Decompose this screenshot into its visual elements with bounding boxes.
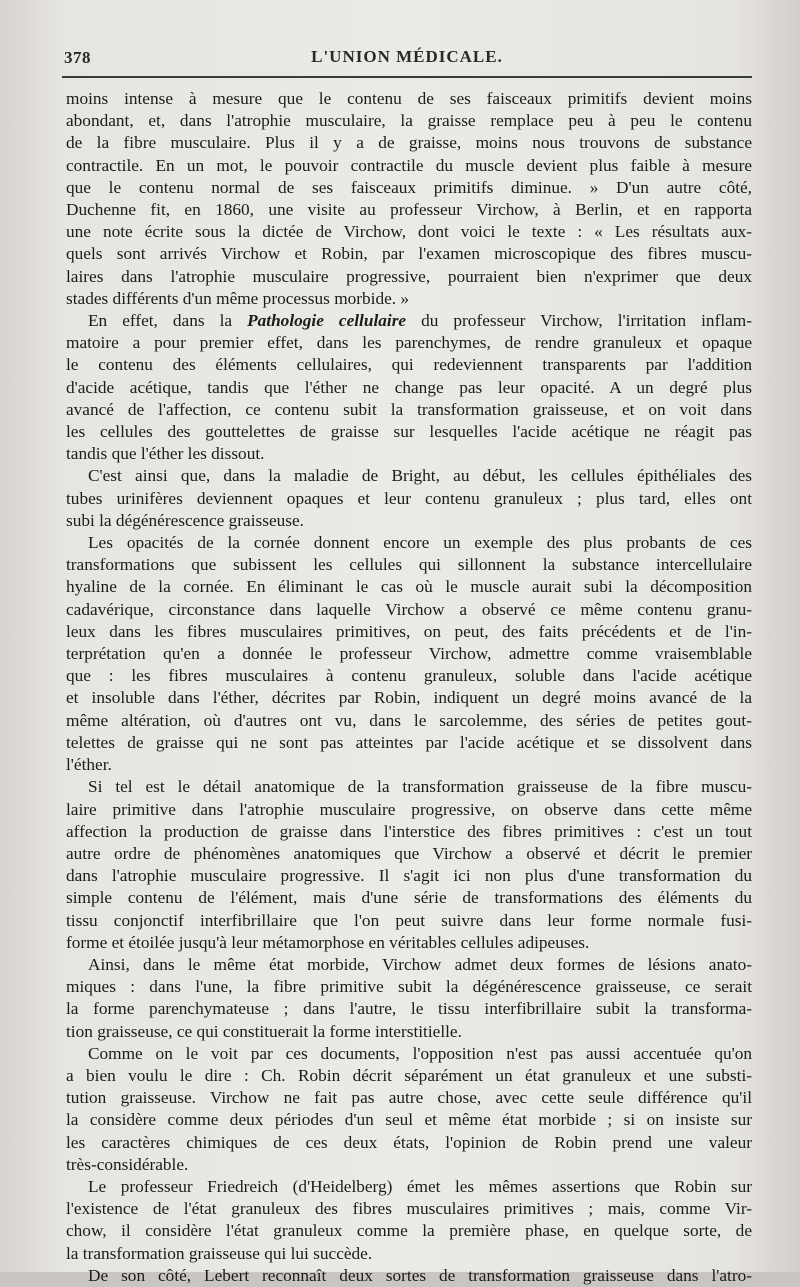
running-head xyxy=(62,44,752,72)
text-line: d'acide acétique, tandis que l'éther ne change pas leur opacité. A un degré plus xyxy=(66,377,752,397)
text-line: C'est ainsi que, dans la maladie de Bright, au début, les cellules épithéliales des xyxy=(88,466,752,486)
page-number: 378 xyxy=(64,48,91,67)
text-line: cadavérique, circonstance dans laquelle Virchow a observé ce même contenu granu- xyxy=(66,599,752,619)
header-rule xyxy=(62,76,752,78)
text-line: autre ordre de phénomènes anatomiques que Virchow a observé et décrit le premier xyxy=(66,843,752,863)
text-line: a bien voulu le dire : Ch. Robin décrit séparément un état granuleux et une substi- xyxy=(66,1065,752,1085)
text-line: que le contenu normal de ses faisceaux primitifs diminue. » D'un autre côté, xyxy=(66,177,752,197)
text-line: l'existence de l'état granuleux des fibres musculaires primitives ; mais, comme Vir- xyxy=(66,1199,752,1219)
text-line: telettes de graisse qui ne sont pas atteintes par l'acide acétique et se dissolvent dans xyxy=(66,732,752,752)
text-line: miques : dans l'une, la fibre primitive subit la dégénérescence graisseuse, ce serait xyxy=(66,977,752,997)
text-line: tubes urinifères deviennent opaques et leur contenu granuleux ; plus tard, elles ont xyxy=(66,488,752,508)
text-line: Si tel est le détail anatomique de la transformation graisseuse de la fibre muscu- xyxy=(88,777,752,797)
text-line: tissu conjonctif interfibrillaire que l'on peut suivre dans leur forme normale fusi- xyxy=(66,910,752,930)
text-line: très-considérable. xyxy=(66,1154,189,1174)
text-line: Le professeur Friedreich (d'Heidelberg) émet les mêmes assertions que Robin sur xyxy=(88,1176,752,1196)
text-line: chow, il considère l'état granuleux comme la première phase, en quelque sorte, de xyxy=(66,1221,752,1241)
text-line: une note écrite sous la dictée de Virchow, dont voici le texte : « Les résultats aux- xyxy=(66,222,752,242)
text-line: et insoluble dans l'éther, décrites par Robin, indiquent un degré moins avancé de la xyxy=(66,688,752,708)
text-line: quels sont arrivés Virchow et Robin, par l'examen microscopique des fibres muscu- xyxy=(66,244,752,264)
text-line: tution graisseuse. Virchow ne fait pas autre chose, avec cette seule différence qu'il xyxy=(66,1088,752,1108)
text-line: Duchenne fit, en 1860, une visite au professeur Virchow, à Berlin, et en rapporta xyxy=(66,200,752,220)
text-line: les cellules des gouttelettes de graisse sur lesquelles l'acide acétique ne réagit pas xyxy=(66,422,752,442)
text-line: avancé de l'affection, ce contenu subit la transformation graisseuse, et on voit dans xyxy=(66,399,752,419)
text-line: contractile. En un mot, le pouvoir contractile du muscle devient plus faible à mesure xyxy=(66,155,752,175)
text-line: la considère comme deux périodes d'un seul et même état morbide ; si on insiste sur xyxy=(66,1110,752,1130)
text-line: même altération, où d'autres ont vu, dans le sarcolemme, des séries de petites gout- xyxy=(66,710,752,730)
text-line: tion graisseuse, ce qui constituerait la forme interstitielle. xyxy=(66,1021,462,1041)
text-line: De son côté, Lebert reconnaît deux sortes de transformation graisseuse dans l'atro- xyxy=(88,1265,752,1285)
text-line: Comme on le voit par ces documents, l'opposition n'est pas aussi accentuée qu'on xyxy=(88,1043,752,1063)
text-line: leux dans les fibres musculaires primitives, on peut, des faits précédents et de l'in- xyxy=(66,621,752,641)
text-line xyxy=(66,310,752,332)
text-segment: du professeur Virchow, l'irritation inflam- xyxy=(406,311,752,331)
text-line: le contenu des éléments cellulaires, qui redeviennent transparents par l'addition xyxy=(66,355,752,375)
text-line: de la fibre musculaire. Plus il y a de graisse, moins nous trouvons de substance xyxy=(66,133,752,153)
text-segment: En effet, dans la xyxy=(88,311,248,331)
book-title-italic: Pathologie cellulaire xyxy=(247,311,407,331)
text-line: forme et étoilée jusqu'à leur métamorphose en véritables cellules adipeuses. xyxy=(66,932,590,952)
text-line: les caractères chimiques de ces deux états, l'opinion de Robin prend une valeur xyxy=(66,1132,752,1152)
text-line: matoire a pour premier effet, dans les parenchymes, de rendre granuleux et opaque xyxy=(66,333,752,353)
text-line: laire primitive dans l'atrophie musculaire progressive, on observe dans cette même xyxy=(66,799,752,819)
text-line: que : les fibres musculaires à contenu granuleux, soluble dans l'acide acétique xyxy=(66,666,752,686)
text-line: moins intense à mesure que le contenu de ses faisceaux primitifs devient moins xyxy=(66,89,752,108)
text-line: la forme parenchymateuse ; dans l'autre, le tissu interfibrillaire subit la transforma- xyxy=(66,999,752,1019)
text-line: Les opacités de la cornée donnent encore un exemple des plus probants de ces xyxy=(88,533,752,553)
text-line: terprétation qu'en a donnée le professeur Virchow, admettre comme vraisemblable xyxy=(66,644,752,664)
text-line: simple contenu de l'élément, mais d'une série de transformations des éléments du xyxy=(66,888,752,908)
journal-title: L'UNION MÉDICALE. xyxy=(311,47,503,66)
text-line: Ainsi, dans le même état morbide, Virchow admet deux formes de lésions anato- xyxy=(88,954,752,974)
text-line: dans l'atrophie musculaire progressive. Il s'agit ici non plus d'une transformation du xyxy=(66,866,752,886)
text-line: laires dans l'atrophie musculaire progressive, pourraient bien n'exprimer que deux xyxy=(66,266,752,286)
text-line: transformations que subissent les cellules qui sillonnent la substance intercellulaire xyxy=(66,555,752,575)
body-text xyxy=(66,88,752,1287)
text-line: hyaline de la cornée. En éliminant le cas où le muscle aurait subi la décomposition xyxy=(66,577,752,597)
text-line: tandis que l'éther les dissout. xyxy=(66,444,265,464)
text-line: subi la dégénérescence graisseuse. xyxy=(66,510,304,530)
text-line: affection la production de graisse dans l'interstice des fibres primitives : c'est un tout xyxy=(66,821,752,841)
text-line: l'éther. xyxy=(66,755,112,775)
text-line: la transformation graisseuse qui lui succède. xyxy=(66,1243,373,1263)
text-line: abondant, et, dans l'atrophie musculaire, la graisse remplace peu à peu le contenu xyxy=(66,111,752,131)
text-line: stades différents d'un même processus morbide. » xyxy=(66,288,410,308)
